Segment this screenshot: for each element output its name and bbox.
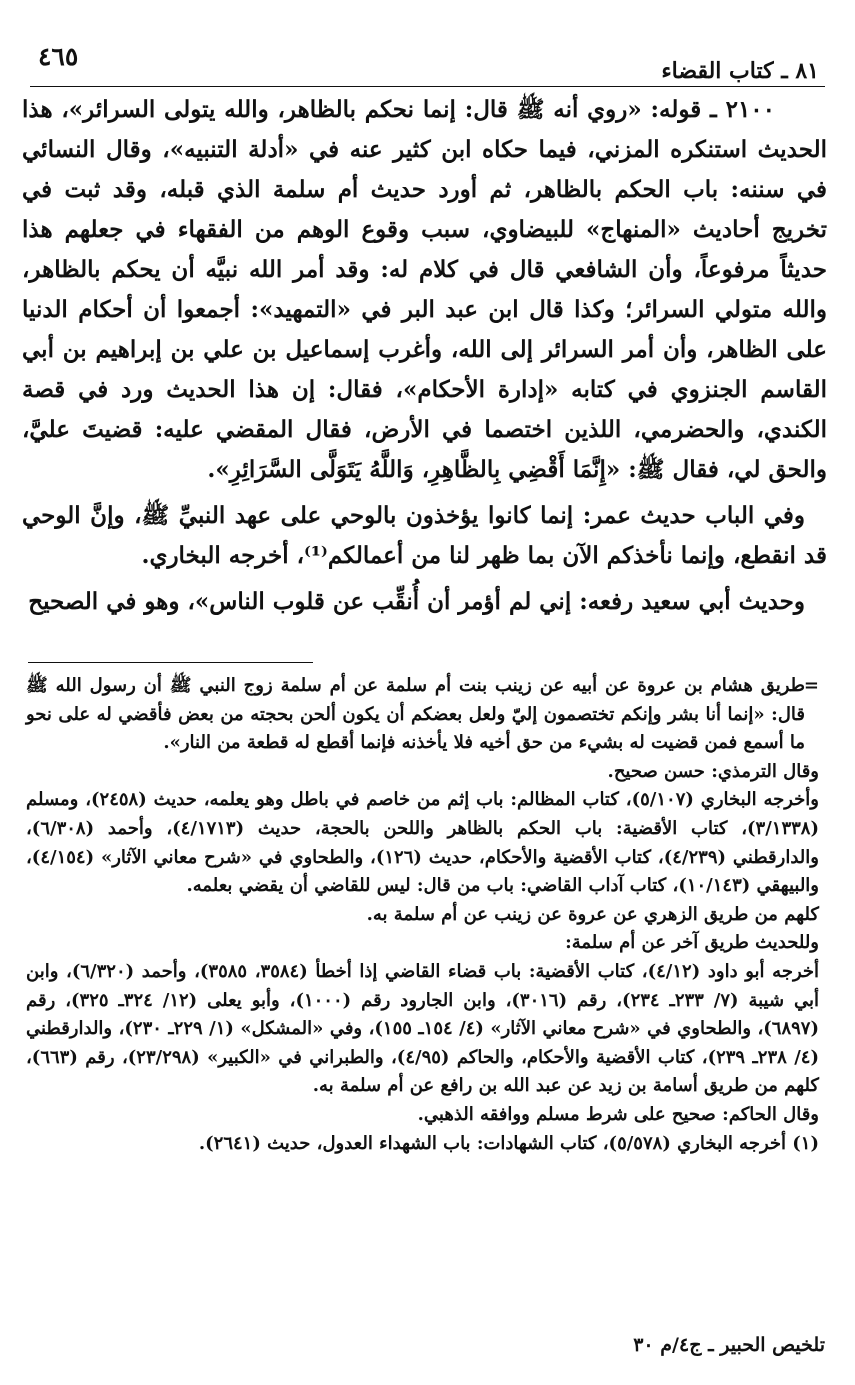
paragraph-text: ـ قوله: «روي أنه ﷺ قال: إنما نحكم بالظاهر، والله يتولى السرائر»، هذا الحديث استنكره المزني، فيما حكاه ابن كثير عنه في «أدلة التنبيه»، وقال النسائي في سننه: باب الحكم بالظاهر، ثم أورد حديث أم سلمة الذي قبله، وقد ثبت في تخريج أحاديث «المنهاج» للبيضاوي، سبب وقوع الوهم من الفقهاء في جعلهم هذا حديثاً مرفوعاً، وأن الشافعي قال في كلام له: وقد أمر الله نبيَّه أن يحكم بالظاهر، والله متولي السرائر؛ وكذا قال ابن عبد البر في «التمهيد»: أجمعوا أن أحكام الدنيا على الظاهر، وأن أمر السرائر إلى الله، وأغرب إسماعيل بن علي بن إبراهيم بن أبي القاسم الجنزوي في كتابه «إدارة الأحكام»، فقال: إن هذا الحديث ورد في قصة الكندي، والحضرمي، اللذين اختصما في الأرض، فقال المقضي عليه: قضيتَ عليَّ، والحق لي، فقال ﷺ: «إِنَّمَا أَقْضِي بِالظَّاهِرِ، وَاللَّهُ يَتَوَلَّى السَّرَائِرِ». [22,96,827,483]
page-header [30,38,825,84]
footnote-text: وقال الترمذي: حسن صحيح. [607,760,819,782]
page-signature: تلخيص الحبير ـ ج٤/م ٣٠ [633,1334,825,1356]
footnote-text: وأخرجه البخاري (٥/١٠٧)، كتاب المظالم: باب إثم من خاصم في باطل وهو يعلمه، حديث (٢٤٥٨)، ومسلم (٣/١٣٣٨)، كتاب الأقضية: باب الحكم بالظاهر واللحن بالحجة، حديث (٤/١٧١٣)، وأحمد (٦/٣٠٨)، والدارقطني (٤/٢٣٩)، كتاب الأقضية والأحكام، حديث (١٢٦)، والطحاوي في «شرح معاني الآثار» (٤/١٥٤)، والبيهقي (١٠/١٤٣)، كتاب آداب القاضي: باب من قال: ليس للقاضي أن يقضي بعلمه. [26,789,819,897]
paragraph-hadith-2100 [22,90,827,490]
footnote-1: (١) أخرجه البخاري (٥/٥٧٨)، كتاب الشهادات: باب الشهداء العدول، حديث (٢٦٤١). [198,1132,819,1154]
page-number: ٤٦٥ [38,42,79,71]
main-text [22,90,827,628]
footnote-text: طريق هشام بن عروة عن أبيه عن زينب بنت أم سلمة عن أم سلمة زوج النبي ﷺ أن رسول الله ﷺ قال: «إنما أنا بشر وإنكم تختصمون إليّ ولعل بعضكم أن يكون ألحن بحجته من بعض فأقضي له على نحو ما أسمع فمن قضيت له بشيء من حق أخيه فلا يأخذنه فإنما أقطع له قطعة من النار». [26,675,805,754]
paragraph-abi-saeed: وحديث أبي سعيد رفعه: إني لم أؤمر أن أُنقِّب عن قلوب الناس»، وهو في الصحيح [28,588,805,615]
footnote-text: أخرجه أبو داود (٤/١٢)، كتاب الأقضية: باب قضاء القاضي إذا أخطأ (٣٥٨٤، ٣٥٨٥)، وأحمد (٦/٣٢٠)، وابن أبي شيبة (٧/ ٢٣٣ـ ٢٣٤)، رقم (٣٠١٦)، وابن الجارود رقم (١٠٠٠)، وأبو يعلى (١٢/ ٣٢٤ـ ٣٢٥)، رقم (٦٨٩٧)، والطحاوي في «شرح معاني الآثار» (٤/ ١٥٤ـ ١٥٥)، وفي «المشكل» (١/ ٢٢٩ـ ٢٣٠)، والدارقطني (٤/ ٢٣٨ـ ٢٣٩)، كتاب الأقضية والأحكام، والحاكم (٤/٩٥)، والطبراني في «الكبير» (٢٣/٢٩٨)، رقم (٦٦٣)، كلهم من طريق أسامة بن زيد عن عبد الله بن رافع عن أم سلمة به. [26,960,820,1097]
footnote-text: وللحديث طريق آخر عن أم سلمة: [565,932,819,954]
footnote-separator [28,662,313,663]
running-head: ٨١ ـ كتاب القضاء [661,58,819,84]
header-rule [30,86,825,87]
continuation-mark: = [803,675,819,696]
footnote-text: كلهم من طريق الزهري عن عروة عن زينب عن أم سلمة به. [366,903,819,925]
footnote-text: وقال الحاكم: صحيح على شرط مسلم ووافقه الذهبي. [417,1103,819,1125]
entry-number: ٢١٠٠ [725,96,776,123]
footnotes [26,672,819,1158]
paragraph-umar: وفي الباب حديث عمر: إنما كانوا يؤخذون بالوحي على عهد النبيِّ ﷺ، وإنَّ الوحي قد انقطع، وإنما نأخذكم الآن بما ظهر لنا من أعمالكم⁽¹⁾، أخرجه البخاري. [22,502,827,569]
